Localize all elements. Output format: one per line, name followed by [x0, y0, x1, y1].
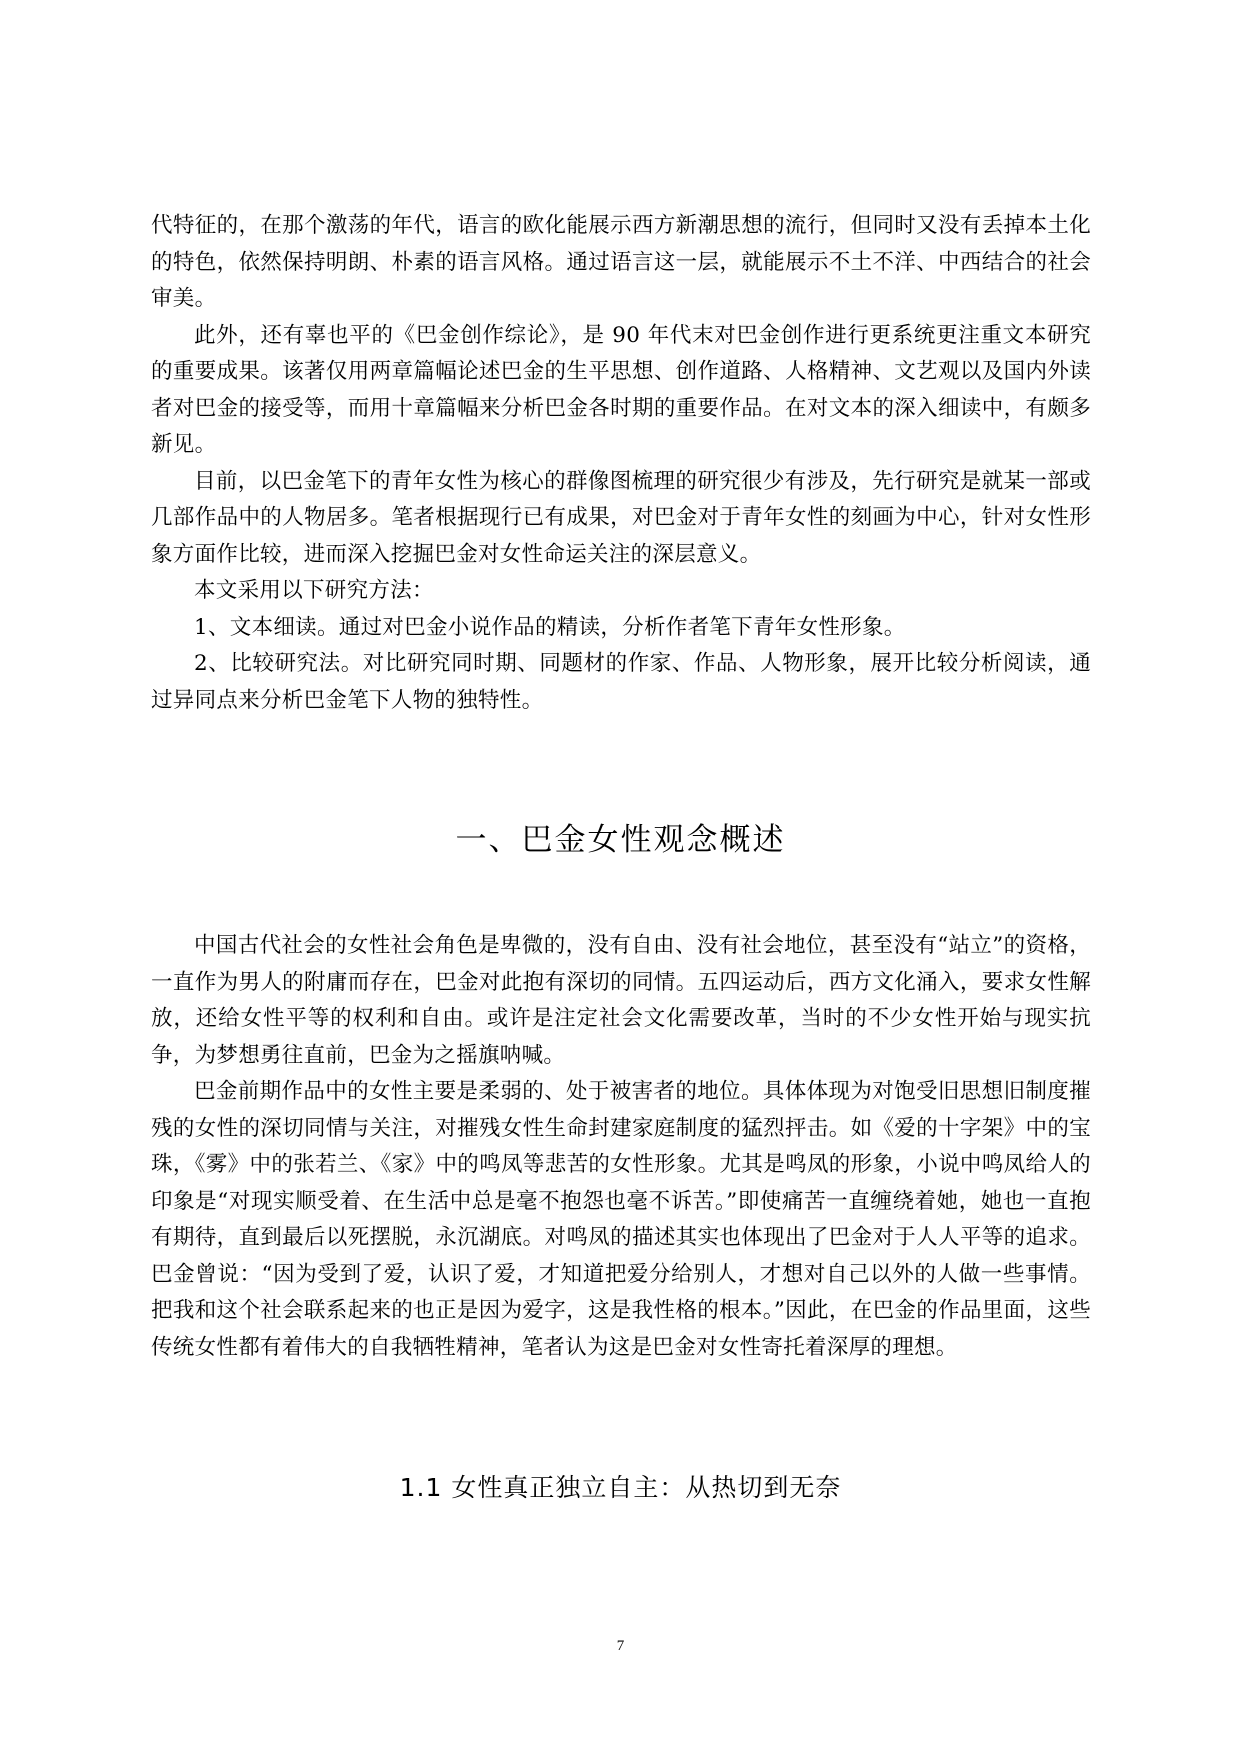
paragraph: 中国古代社会的女性社会角色是卑微的，没有自由、没有社会地位，甚至没有“站立”的资格，一直作为男人的附庸而存在，巴金对此抱有深切的同情。五四运动后，西方文化涌入，要求女性解放，还给女性平等的权利和自由。或许是注定社会文化需要改革，当时的不少女性开始与现实抗争，为梦想勇往直前，巴金为之摇旗呐喊。: [151, 933, 1091, 1068]
paragraph: 1、文本细读。通过对巴金小说作品的精读，分析作者笔下青年女性形象。: [194, 614, 906, 640]
paragraph: 此外，还有辜也平的《巴金创作综论》，是 90 年代末对巴金创作进行更系统更注重文本研究的重要成果。该著仅用两章篇幅论述巴金的生平思想、创作道路、人格精神、文艺观以及国内外读者对巴金的接受等，而用十章篇幅来分析巴金各时期的重要作品。在对文本的深入细读中，有颇多新见。: [151, 322, 1091, 457]
page-number: 7: [616, 1638, 625, 1654]
intro-text-block: [151, 208, 1091, 719]
paragraph: 巴金前期作品中的女性主要是柔弱的、处于被害者的地位。具体体现为对饱受旧思想旧制度摧残的女性的深切同情与关注，对摧残女性生命封建家庭制度的猛烈抨击。如《爱的十字架》中的宝珠，《雾》中的张若兰、《家》中的鸣凤等悲苦的女性形象。尤其是鸣凤的形象，小说中鸣凤给人的印象是“对现实顺受着、在生活中总是毫不抱怨也毫不诉苦。”即使痛苦一直缠绕着她，她也一直抱有期待，直到最后以死摆脱，永沉湖底。对鸣凤的描述其实也体现出了巴金对于人人平等的追求。巴金曾说：“因为受到了爱，认识了爱，才知道把爱分给别人，才想对自己以外的人做一些事情。把我和这个社会联系起来的也正是因为爱字，这是我性格的根本。”因此，在巴金的作品里面，这些传统女性都有着伟大的自我牺牲精神，笔者认为这是巴金对女性寄托着深厚的理想。: [151, 1079, 1091, 1360]
paragraph: 2、比较研究法。对比研究同时期、同题材的作家、作品、人物形象，展开比较分析阅读，通过异同点来分析巴金笔下人物的独特性。: [151, 651, 1091, 713]
chapter-text-block: [151, 928, 1091, 1366]
paragraph: 本文采用以下研究方法：: [194, 578, 434, 603]
paragraph: 代特征的，在那个激荡的年代，语言的欧化能展示西方新潮思想的流行，但同时又没有丢掉本土化的特色，依然保持明朗、朴素的语言风格。通过语言这一层，就能展示不土不洋、中西结合的社会审美。: [151, 213, 1091, 311]
section-title: 1.1 女性真正独立自主：从热切到无奈: [399, 1473, 842, 1502]
paragraph: 目前，以巴金笔下的青年女性为核心的群像图梳理的研究很少有涉及，先行研究是就某一部或几部作品中的人物居多。笔者根据现行已有成果，对巴金对于青年女性的刻画为中心，针对女性形象方面作比较，进而深入挖掘巴金对女性命运关注的深层意义。: [151, 468, 1091, 567]
chapter-title: 一、巴金女性观念概述: [455, 822, 786, 858]
